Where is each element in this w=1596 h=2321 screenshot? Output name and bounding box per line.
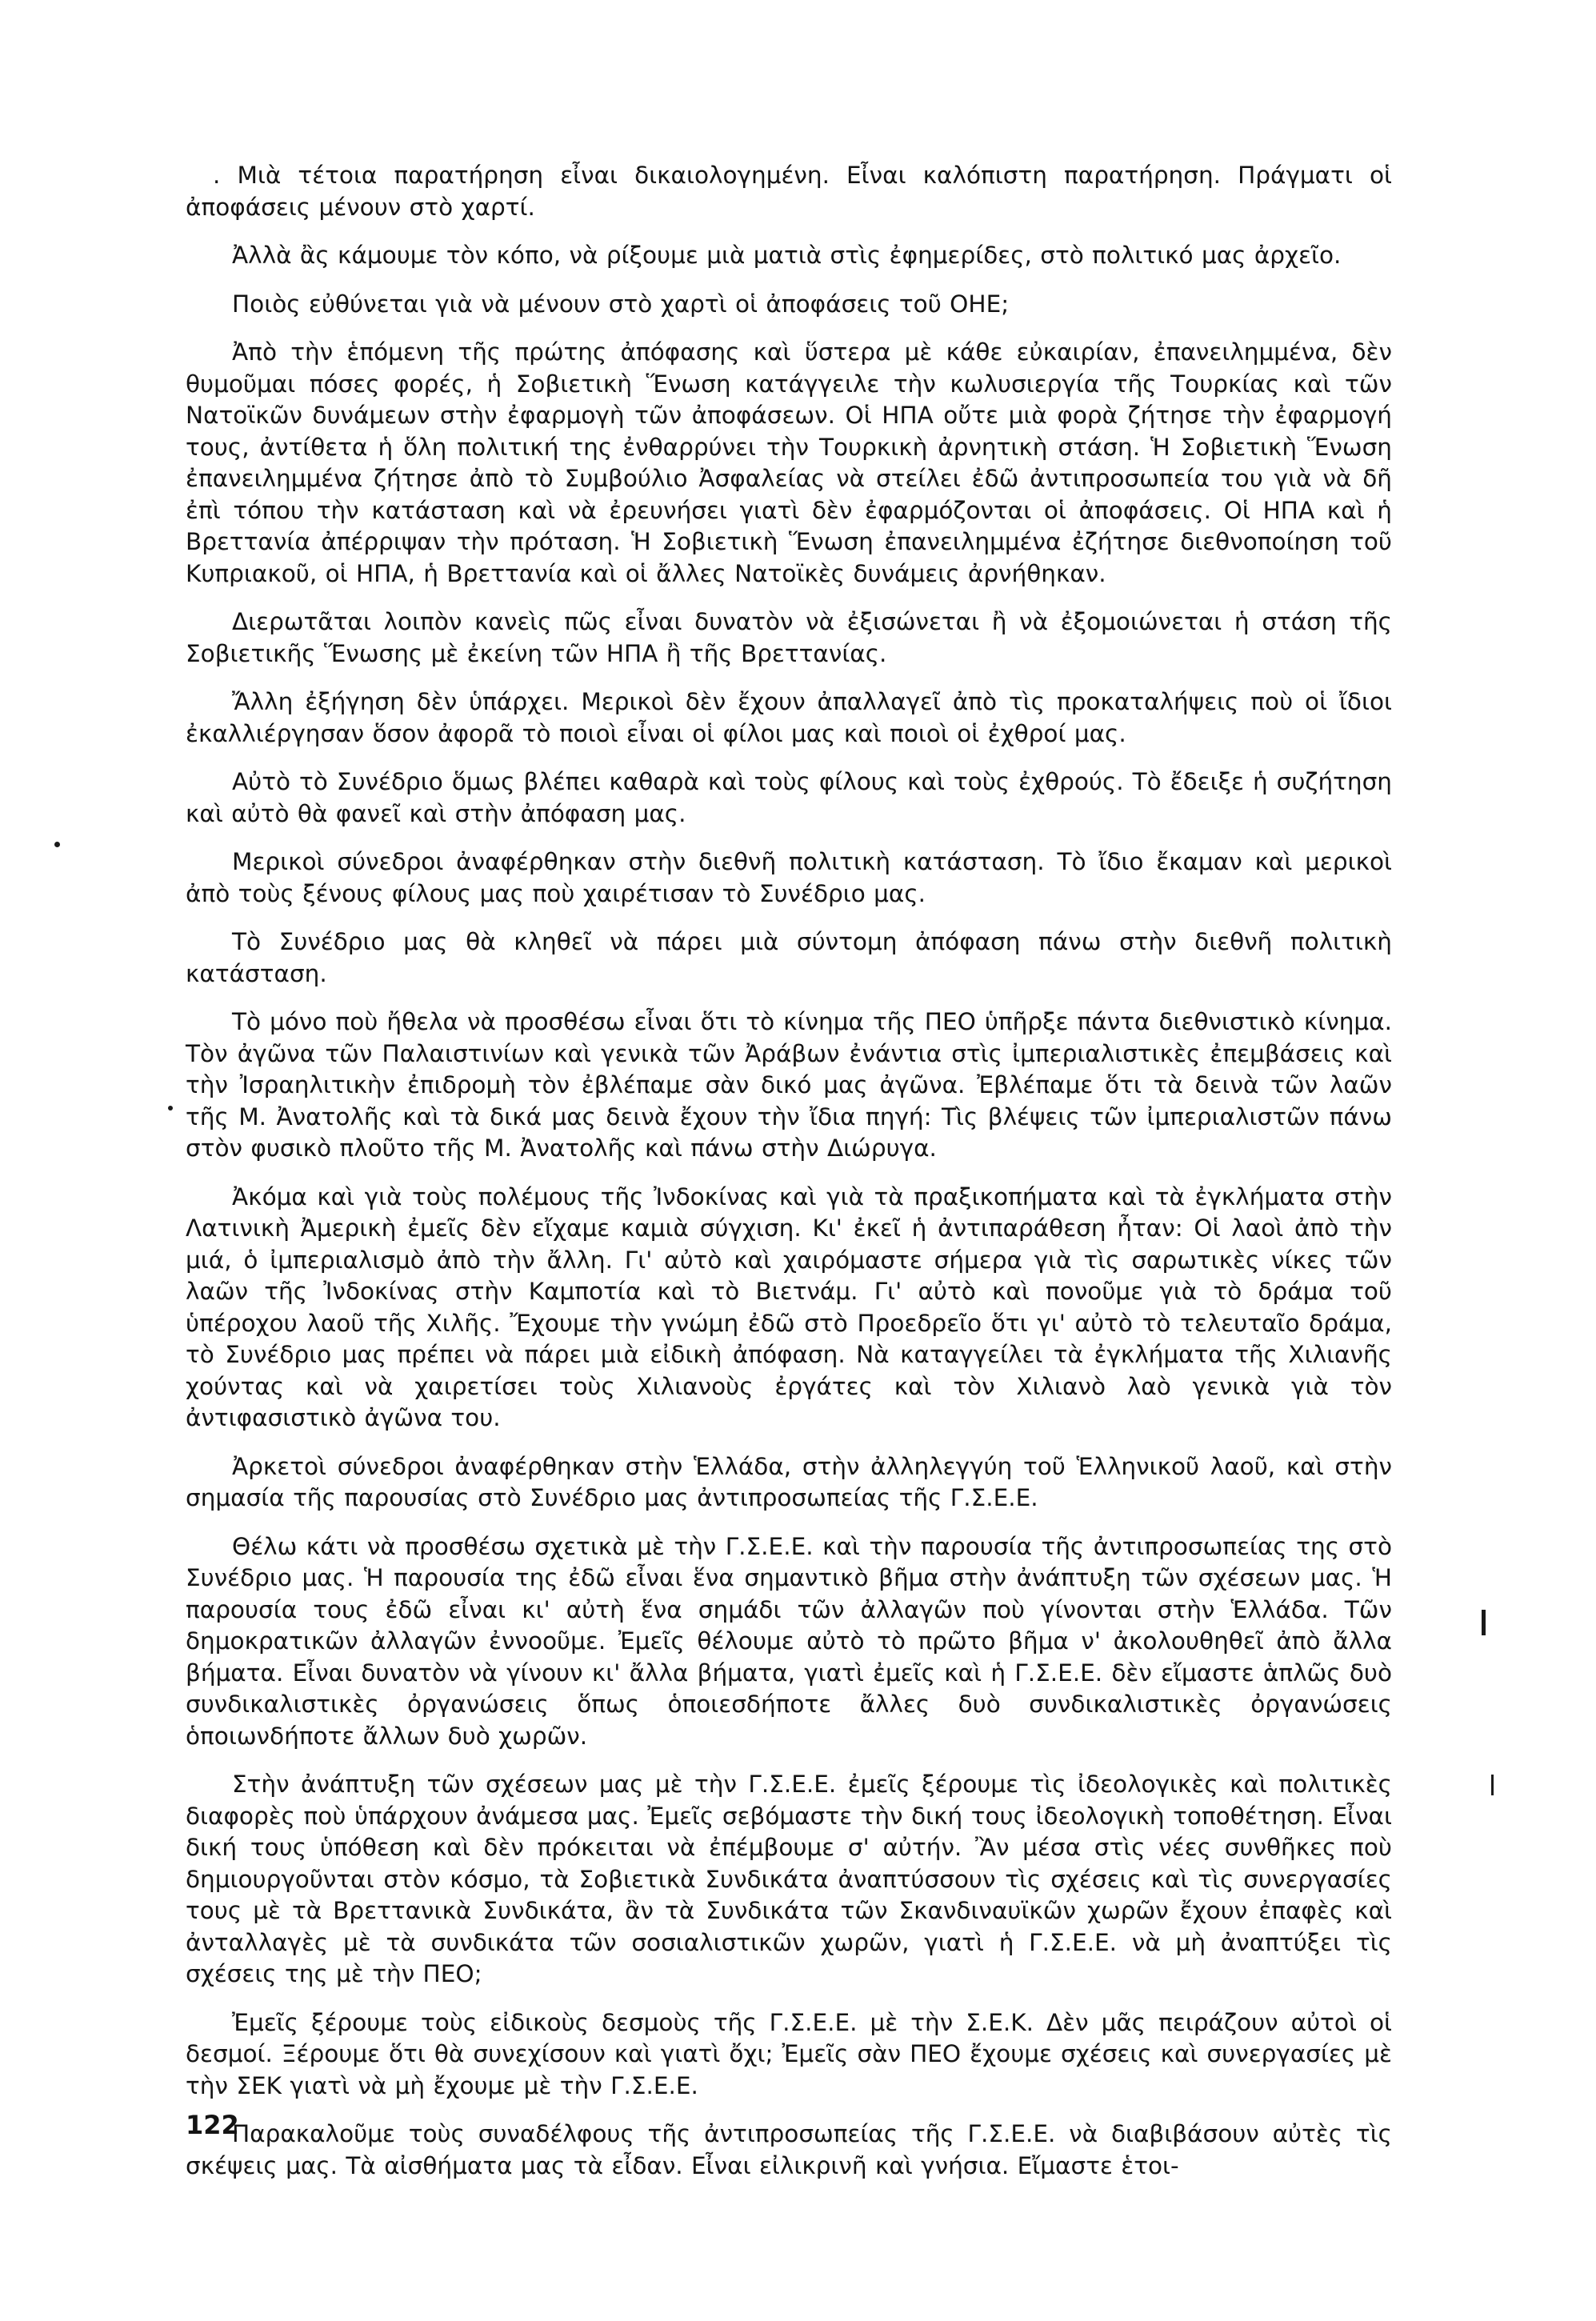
paragraph-13: Θέλω κάτι νὰ προσθέσω σχετικὰ μὲ τὴν Γ.Σ.Ε.Ε. καὶ τὴν παρουσία τῆς ἀντιπροσωπείας της στὸ Συνέδριο μας. Ἡ παρουσία της ἐδῶ εἶναι ἕνα σημαντικὸ βῆμα στὴν ἀνάπτυξη τῶν σχέσεων μας. Ἡ παρουσία τους ἐδῶ εἶναι κι' αὐτὴ ἕνα σημάδι τῶν ἀλλαγῶν ποὺ γίνονται στὴν Ἑλλάδα. Τῶν δημοκρατικῶν ἀλλαγῶν ἐννοοῦμε. Ἐμεῖς θέλουμε αὐτὸ τὸ πρῶτο βῆμα ν' ἀκολουθηθεῖ ἀπὸ ἄλλα βήματα. Εἶναι δυνατὸν νὰ γίνουν κι' ἄλλα βήματα, γιατὶ ἐμεῖς καὶ ἡ Γ.Σ.Ε.Ε. δὲν εἴμαστε ἁπλῶς δυὸ συνδικαλιστικὲς ὀργανώσεις ὅπως ὁποιεσδήποτε ἄλλες δυὸ συνδικαλιστικὲς ὀργανώσεις ὁποιωνδήποτε ἄλλων δυὸ χωρῶν. xyxy=(186,1532,1392,1750)
scan-mark-right-2 xyxy=(1491,1775,1494,1795)
scan-mark-left xyxy=(54,842,60,847)
paragraph-8: Μερικοὶ σύνεδροι ἀναφέρθηκαν στὴν διεθνῆ πολιτικὴ κατάσταση. Τὸ ἴδιο ἔκαμαν καὶ μερικοὶ ἀπὸ τοὺς ξένους φίλους μας ποὺ χαιρέτισαν τὸ Συνέδριο μας. xyxy=(186,848,1392,907)
paragraph-7: Αὐτὸ τὸ Συνέδριο ὅμως βλέπει καθαρὰ καὶ τοὺς φίλους καὶ τοὺς ἐχθρούς. Τὸ ἔδειξε ἡ συζήτηση καὶ αὐτὸ θὰ φανεῖ καὶ στὴν ἀπόφαση μας. xyxy=(186,768,1392,827)
paragraph-16: Παρακαλοῦμε τοὺς συναδέλφους τῆς ἀντιπροσωπείας τῆς Γ.Σ.Ε.Ε. νὰ διαβιβάσουν αὐτὲς τὶς σκέψεις μας. Τὰ αἰσθήματα μας τὰ εἶδαν. Εἶναι εἰλικρινῆ καὶ γνήσια. Εἴμαστε ἑτοι- xyxy=(186,2120,1392,2179)
scan-mark-right-1 xyxy=(1482,1610,1486,1635)
paragraph-5: Διερωτᾶται λοιπὸν κανεὶς πῶς εἶναι δυνατὸν νὰ ἐξισώνεται ἢ νὰ ἐξομοιώνεται ἡ στάση τῆς Σοβιετικῆς Ἕνωσης μὲ ἐκείνη τῶν ΗΠΑ ἢ τῆς Βρεττανίας. xyxy=(186,608,1392,667)
paragraph-1: . Μιὰ τέτοια παρατήρηση εἶναι δικαιολογημένη. Εἶναι καλόπιστη παρατήρηση. Πράγματι οἱ ἀποφάσεις μένουν στὸ χαρτί. xyxy=(186,162,1392,221)
paragraph-11: Ἀκόμα καὶ γιὰ τοὺς πολέμους τῆς Ἰνδοκίνας καὶ γιὰ τὰ πραξικοπήματα καὶ τὰ ἐγκλήματα στὴν Λατινικὴ Ἀμερικὴ ἐμεῖς δὲν εἴχαμε καμιὰ σύγχιση. Κι' ἐκεῖ ἡ ἀντιπαράθεση ἦταν: Οἱ λαοὶ ἀπὸ τὴν μιά, ὁ ἰμπεριαλισμὸ ἀπὸ τὴν ἄλλη. Γι' αὐτὸ καὶ χαιρόμαστε σήμερα γιὰ τὶς σαρωτικὲς νίκες τῶν λαῶν τῆς Ἰνδοκίνας στὴν Καμποτία καὶ τὸ Βιετνάμ. Γι' αὐτὸ καὶ πονοῦμε γιὰ τὸ δράμα τοῦ ὑπέροχου λαοῦ τῆς Χιλῆς. Ἔχουμε τὴν γνώμη ἐδῶ στὸ Προεδρεῖο ὅτι γι' αὐτὸ τὸ τελευταῖο δράμα, τὸ Συνέδριο μας πρέπει νὰ πάρει μιὰ εἰδικὴ ἀπόφαση. Νὰ καταγγείλει τὰ ἐγκλήματα τῆς Χιλιανῆς χούντας καὶ νὰ χαιρετίσει τοὺς Χιλιανοὺς ἐργάτες καὶ τὸν Χιλιανὸ λαὸ γενικὰ γιὰ τὸν ἀντιφασιστικὸ ἀγῶνα του. xyxy=(186,1183,1392,1431)
paragraph-10: Τὸ μόνο ποὺ ἤθελα νὰ προσθέσω εἶναι ὅτι τὸ κίνημα τῆς ΠΕΟ ὑπῆρξε πάντα διεθνιστικὸ κίνημα. Τὸν ἀγῶνα τῶν Παλαιστινίων καὶ γενικὰ τῶν Ἀράβων ἐνάντια στὶς ἰμπεριαλιστικὲς ἐπεμβάσεις καὶ τὴν Ἰσραηλιτικὴν ἐπιδρομὴ τὸν ἐβλέπαμε σὰν δικό μας ἀγῶνα. Ἐβλέπαμε ὅτι τὰ δεινὰ τῶν λαῶν τῆς Μ. Ἀνατολῆς καὶ τὰ δικά μας δεινὰ ἔχουν τὴν ἴδια πηγή: Τὶς βλέψεις τῶν ἰμπεριαλιστῶν πάνω στὸν φυσικὸ πλοῦτο τῆς Μ. Ἀνατολῆς καὶ πάνω στὴν Διώρυγα. xyxy=(186,1008,1392,1162)
paragraph-3: Ποιὸς εὐθύνεται γιὰ νὰ μένουν στὸ χαρτὶ οἱ ἀποφάσεις τοῦ ΟΗΕ; xyxy=(232,290,1010,318)
page-number: 122 xyxy=(186,2110,239,2140)
paragraph-6: Ἄλλη ἐξήγηση δὲν ὑπάρχει. Μερικοὶ δὲν ἔχουν ἀπαλλαγεῖ ἀπὸ τὶς προκαταλήψεις ποὺ οἱ ἴδιοι ἐκαλλιέργησαν ὅσον ἀφορᾶ τὸ ποιοὶ εἶναι οἱ φίλοι μας καὶ ποιοὶ οἱ ἐχθροί μας. xyxy=(186,688,1392,747)
paragraph-2: Ἀλλὰ ἂς κάμουμε τὸν κόπο, νὰ ρίξουμε μιὰ ματιὰ στὶς ἐφημερίδες, στὸ πολιτικό μας ἀρχεῖο. xyxy=(232,242,1342,269)
scan-mark-bullet xyxy=(168,1106,173,1110)
paragraph-9: Τὸ Συνέδριο μας θὰ κληθεῖ νὰ πάρει μιὰ σύντομη ἀπόφαση πάνω στὴν διεθνῆ πολιτικὴ κατάσταση. xyxy=(186,928,1392,987)
paragraph-15: Ἐμεῖς ξέρουμε τοὺς εἰδικοὺς δεσμοὺς τῆς Γ.Σ.Ε.Ε. μὲ τὴν Σ.Ε.Κ. Δὲν μᾶς πειράζουν αὐτοὶ οἱ δεσμοί. Ξέρουμε ὅτι θὰ συνεχίσουν καὶ γιατὶ ὄχι; Ἐμεῖς σὰν ΠΕΟ ἔχουμε σχέσεις καὶ συνεργασίες μὲ τὴν ΣΕΚ γιατὶ νὰ μὴ ἔχουμε μὲ τὴν Γ.Σ.Ε.Ε. xyxy=(186,2008,1392,2099)
document-body xyxy=(186,160,1392,2199)
paragraph-4: Ἀπὸ τὴν ἑπόμενη τῆς πρώτης ἀπόφασης καὶ ὕστερα μὲ κάθε εὐκαιρίαν, ἐπανειλημμένα, δὲν θυμοῦμαι πόσες φορές, ἡ Σοβιετικὴ Ἕνωση κατάγγειλε τὴν κωλυσιεργία τῆς Τουρκίας καὶ τῶν Νατοϊκῶν δυνάμεων στὴν ἐφαρμογὴ τῶν ἀποφάσεων. Οἱ ΗΠΑ οὔτε μιὰ φορὰ ζήτησε τὴν ἐφαρμογή τους, ἀντίθετα ἡ ὅλη πολιτική της ἐνθαρρύνει τὴν Τουρκικὴ ἀρνητικὴ στάση. Ἡ Σοβιετικὴ Ἕνωση ἐπανειλημμένα ζήτησε ἀπὸ τὸ Συμβούλιο Ἀσφαλείας νὰ στείλει ἐδῶ ἀντιπροσωπεία του γιὰ νὰ δῆ ἐπὶ τόπου τὴν κατάσταση καὶ νὰ ἐρευνήσει γιατὶ δὲν ἐφαρμόζονται οἱ ἀποφάσεις. Οἱ ΗΠΑ καὶ ἡ Βρεττανία ἀπέρριψαν τὴν πρόταση. Ἡ Σοβιετικὴ Ἕνωση ἐπανειλημμένα ἐζήτησε διεθνοποίηση τοῦ Κυπριακοῦ, οἱ ΗΠΑ, ἡ Βρεττανία καὶ οἱ ἄλλες Νατοϊκὲς δυνάμεις ἀρνήθηκαν. xyxy=(186,338,1392,587)
paragraph-14: Στὴν ἀνάπτυξη τῶν σχέσεων μας μὲ τὴν Γ.Σ.Ε.Ε. ἐμεῖς ξέρουμε τὶς ἰδεολογικὲς καὶ πολιτικὲς διαφορὲς ποὺ ὑπάρχουν ἀνάμεσα μας. Ἐμεῖς σεβόμαστε τὴν δική τους ἰδεολογικὴ τοποθέτηση. Εἶναι δική τους ὑπόθεση καὶ δὲν πρόκειται νὰ ἐπέμβουμε σ' αὐτήν. Ἂν μέσα στὶς νέες συνθῆκες ποὺ δημιουργοῦνται στὸν κόσμο, τὰ Σοβιετικὰ Συνδικάτα ἀναπτύσσουν τὶς σχέσεις καὶ τὶς συνεργασίες τους μὲ τὰ Βρεττανικὰ Συνδικάτα, ἂν τὰ Συνδικάτα τῶν Σκανδιναυϊκῶν χωρῶν ἔχουν ἐπαφὲς καὶ ἀνταλλαγὲς μὲ τὰ συνδικάτα τῶν σοσιαλιστικῶν χωρῶν, γιατὶ ἡ Γ.Σ.Ε.Ε. νὰ μὴ ἀναπτύξει τὶς σχέσεις της μὲ τὴν ΠΕΟ; xyxy=(186,1771,1392,1987)
paragraph-12: Ἀρκετοὶ σύνεδροι ἀναφέρθηκαν στὴν Ἑλλάδα, στὴν ἀλληλεγγύη τοῦ Ἑλληνικοῦ λαοῦ, καὶ στὴν σημασία τῆς παρουσίας στὸ Συνέδριο μας ἀντιπροσωπείας τῆς Γ.Σ.Ε.Ε. xyxy=(186,1452,1392,1511)
